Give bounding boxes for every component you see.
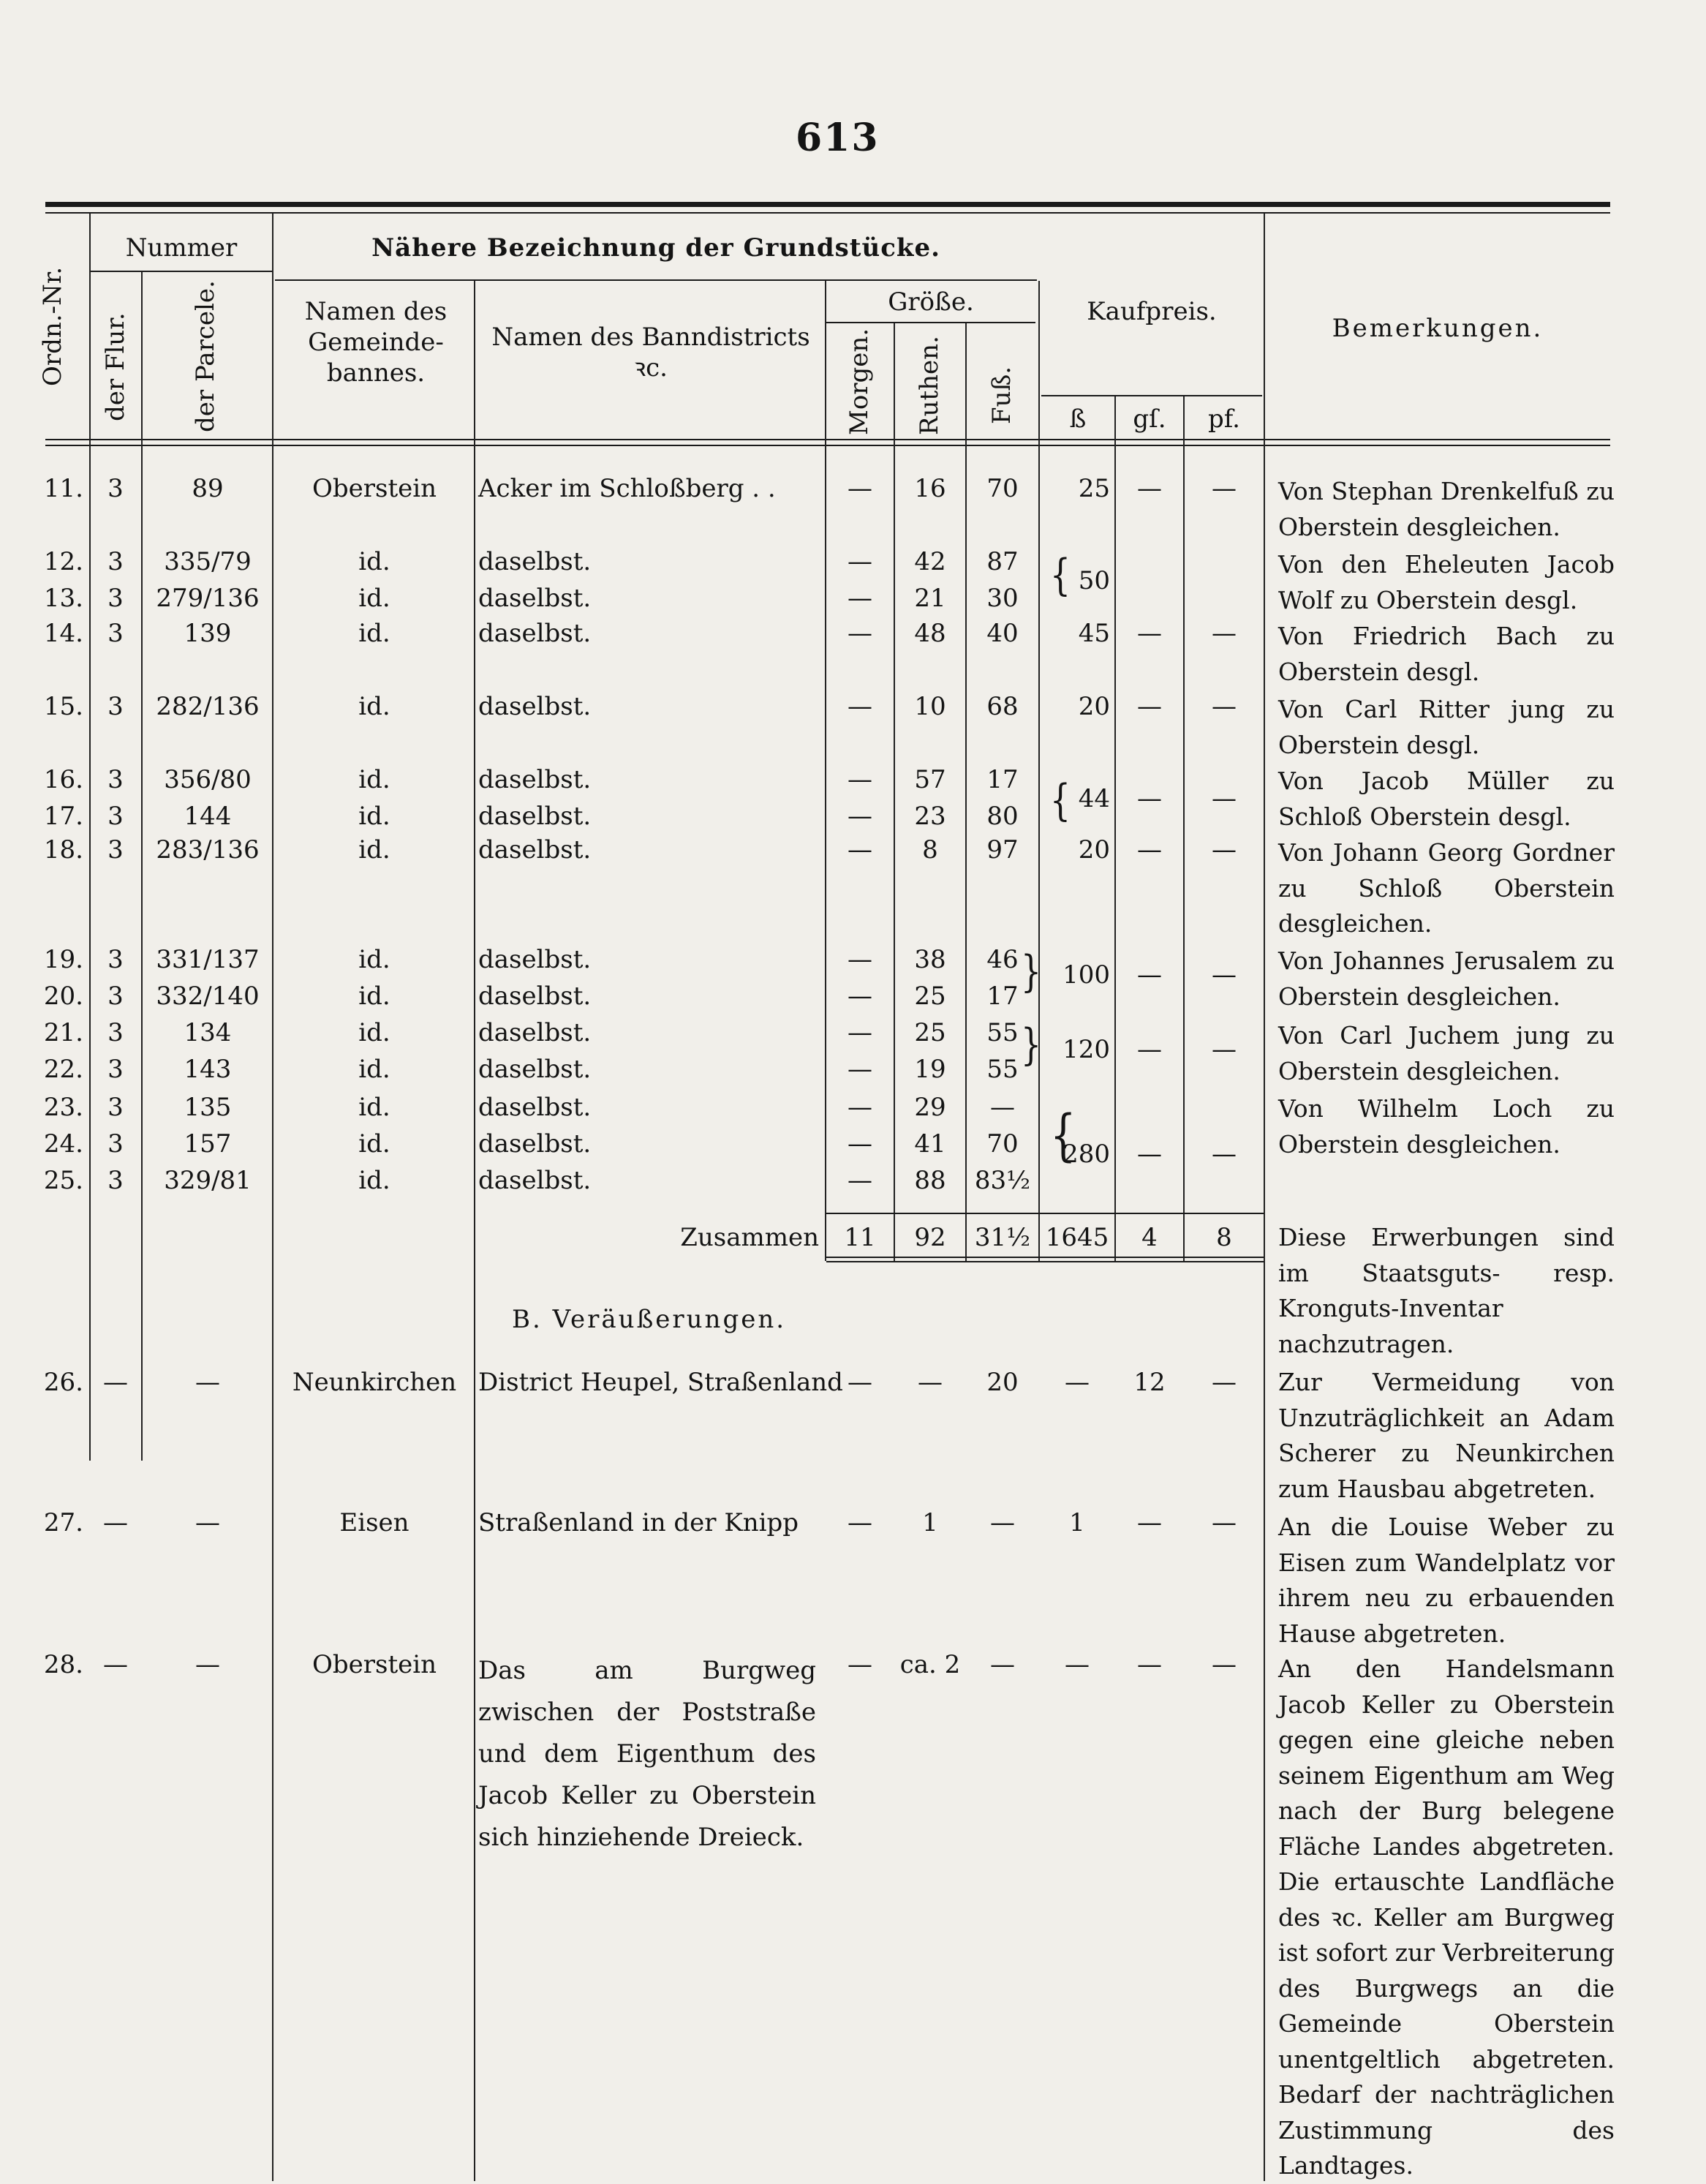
- row-flur: 3: [107, 1129, 124, 1159]
- row-morgen: —: [848, 1055, 872, 1084]
- brace: {: [1050, 775, 1071, 826]
- row-ruthen: 8: [922, 835, 938, 865]
- total-top-rule: [826, 1213, 1264, 1214]
- remark: Von Carl Ritter jung zu Oberstein desgl.: [1278, 695, 1615, 759]
- row-morgen: —: [848, 474, 872, 503]
- header-fuss: Fuß.: [987, 366, 1016, 424]
- total-label: Zusammen: [680, 1223, 819, 1252]
- row-fuss: 17: [986, 765, 1019, 794]
- row-district: daselbst.: [478, 692, 592, 721]
- row-parcele: —: [195, 1508, 220, 1537]
- remark: Von Johannes Jerusalem zu Oberstein desgleichen.: [1278, 946, 1615, 1011]
- row-fuss: 70: [986, 1129, 1019, 1159]
- row-district: daselbst.: [478, 547, 592, 576]
- header-pf: pf.: [1208, 404, 1240, 434]
- row-district: Straßenland in der Knipp: [478, 1508, 799, 1537]
- remark: Von den Eheleuten Jacob Wolf zu Oberstein desgl.: [1278, 550, 1615, 614]
- row-flur: —: [103, 1508, 128, 1537]
- row-bann: id.: [358, 1018, 390, 1047]
- row-flur: 3: [107, 584, 124, 613]
- row-parcele: 157: [184, 1129, 232, 1159]
- row-morgen: —: [848, 1166, 872, 1195]
- row-district: daselbst.: [478, 982, 592, 1011]
- row-fuss: 40: [986, 619, 1019, 648]
- row-fuss: —: [990, 1508, 1015, 1537]
- row-fuss: —: [990, 1650, 1015, 1679]
- row-parcele: —: [195, 1368, 220, 1397]
- row-morgen: —: [848, 1018, 872, 1047]
- header-gemeindebann: Namen des Gemeinde-bannes.: [304, 297, 448, 388]
- col-line: [1183, 396, 1185, 1261]
- row-flur: —: [103, 1368, 128, 1397]
- col-line: [1038, 281, 1040, 1261]
- row-flur: 3: [107, 619, 124, 648]
- row-pf: —: [1212, 692, 1237, 721]
- row-gr: —: [1137, 619, 1162, 648]
- row-parcele: 143: [184, 1055, 232, 1084]
- row-bann: id.: [358, 1055, 390, 1084]
- row-district: daselbst.: [478, 1166, 592, 1195]
- price-gr: —: [1137, 960, 1162, 990]
- row-nr: 19.: [43, 945, 83, 974]
- row-parcele: 331/137: [156, 945, 260, 974]
- header-gr: gſ.: [1133, 404, 1166, 434]
- row-thaler: 20: [1078, 692, 1110, 721]
- row-ruthen: 1: [922, 1508, 938, 1537]
- row-ruthen: 10: [914, 692, 946, 721]
- row-nr: 20.: [43, 982, 83, 1011]
- row-ruthen: 57: [914, 765, 946, 794]
- header-morgen: Morgen.: [845, 328, 874, 435]
- brace: {: [1050, 1104, 1076, 1168]
- row-bann: id.: [358, 1129, 390, 1159]
- row-ruthen: 16: [914, 474, 946, 503]
- row-parcele: 279/136: [156, 584, 260, 613]
- row-morgen: —: [848, 982, 872, 1011]
- row-district: daselbst.: [478, 835, 592, 865]
- row-district: daselbst.: [478, 1093, 592, 1122]
- row-district: Das am Burgweg zwischen der Poststraße und dem Eigenthum des Jacob Keller zu Oberstein sich hinziehende Dreieck.: [478, 1656, 816, 1852]
- row-bann: id.: [358, 802, 390, 831]
- row-morgen: —: [848, 1508, 872, 1537]
- row-thaler: 45: [1078, 619, 1110, 648]
- row-flur: 3: [107, 1055, 124, 1084]
- row-gr: 12: [1133, 1368, 1166, 1397]
- row-thaler: 20: [1078, 835, 1110, 865]
- row-morgen: —: [848, 1129, 872, 1159]
- row-ruthen: 48: [914, 619, 946, 648]
- row-ruthen: 88: [914, 1166, 946, 1195]
- row-flur: 3: [107, 474, 124, 503]
- total-thaler: 1645: [1045, 1223, 1109, 1252]
- col-line: [474, 281, 475, 2181]
- row-pf: —: [1212, 1508, 1237, 1537]
- row-morgen: —: [848, 692, 872, 721]
- row-fuss: —: [990, 1093, 1015, 1122]
- row-bann: id.: [358, 584, 390, 613]
- total-bottom-rule: [826, 1257, 1264, 1258]
- row-nr: 14.: [43, 619, 83, 648]
- price-thaler: 280: [1063, 1140, 1110, 1169]
- row-morgen: —: [848, 835, 872, 865]
- remark: Von Jacob Müller zu Schloß Oberstein desgl.: [1278, 767, 1615, 831]
- row-nr: 23.: [43, 1093, 83, 1122]
- remark: An die Louise Weber zu Eisen zum Wandelplatz vor ihrem neu zu erbauenden Hause abgetreten.: [1278, 1513, 1615, 1648]
- row-flur: 3: [107, 1093, 124, 1122]
- remark: Zur Vermeidung von Unzuträglichkeit an Adam Scherer zu Neunkirchen zum Hausbau abgetreten.: [1278, 1368, 1615, 1503]
- row-flur: 3: [107, 1018, 124, 1047]
- remark: Von Friedrich Bach zu Oberstein desgl.: [1278, 622, 1615, 686]
- top-rule-thin: [45, 212, 1610, 214]
- brace: {: [1050, 550, 1071, 601]
- row-fuss: 30: [986, 584, 1019, 613]
- row-nr: 24.: [43, 1129, 83, 1159]
- row-morgen: —: [848, 945, 872, 974]
- row-fuss: 55: [986, 1018, 1019, 1047]
- col-line: [141, 272, 143, 1461]
- row-nr: 15.: [43, 692, 83, 721]
- price-pf: —: [1212, 1035, 1237, 1064]
- row-district: daselbst.: [478, 1129, 592, 1159]
- row-parcele: 282/136: [156, 692, 260, 721]
- page-number: 613: [796, 116, 880, 160]
- row-gr: —: [1137, 474, 1162, 503]
- remark: Von Stephan Drenkelfuß zu Oberstein desgleichen.: [1278, 477, 1615, 541]
- total-gr: 4: [1141, 1223, 1158, 1252]
- row-bann: id.: [358, 835, 390, 865]
- row-district: Acker im Schloßberg . .: [478, 474, 776, 503]
- total-pf: 8: [1216, 1223, 1232, 1252]
- price-thaler: 120: [1063, 1035, 1110, 1064]
- remark: Von Carl Juchem jung zu Oberstein desgleichen.: [1278, 1021, 1615, 1085]
- row-nr: 22.: [43, 1055, 83, 1084]
- row-thaler: 1: [1069, 1508, 1085, 1537]
- header-bottom-rule-2: [45, 445, 1610, 446]
- row-morgen: —: [848, 1650, 872, 1679]
- row-fuss: 80: [986, 802, 1019, 831]
- row-gr: —: [1137, 835, 1162, 865]
- row-parcele: 139: [184, 619, 232, 648]
- price-pf: —: [1212, 784, 1237, 813]
- header-thaler: ß: [1069, 404, 1087, 434]
- row-fuss: 97: [986, 835, 1019, 865]
- row-flur: 3: [107, 945, 124, 974]
- row-morgen: —: [848, 584, 872, 613]
- row-bann: id.: [358, 1093, 390, 1122]
- row-flur: 3: [107, 835, 124, 865]
- row-fuss: 17: [986, 982, 1019, 1011]
- price-gr: —: [1137, 1140, 1162, 1169]
- row-bann: id.: [358, 692, 390, 721]
- row-morgen: —: [848, 765, 872, 794]
- row-fuss: 46: [986, 945, 1019, 974]
- remark: Diese Erwerbungen sind im Staatsguts- resp. Kronguts-Inventar nachzutragen.: [1278, 1223, 1615, 1358]
- row-bann: Neunkirchen: [292, 1368, 457, 1397]
- price-gr: —: [1137, 1035, 1162, 1064]
- row-nr: 26.: [43, 1368, 83, 1397]
- row-parcele: 135: [184, 1093, 232, 1122]
- row-pf: —: [1212, 619, 1237, 648]
- row-parcele: 356/80: [164, 765, 252, 794]
- section-b-heading: B. Veräußerungen.: [512, 1305, 787, 1334]
- remark: Von Wilhelm Loch zu Oberstein desgleichen.: [1278, 1094, 1615, 1159]
- row-district: daselbst.: [478, 945, 592, 974]
- row-gr: —: [1137, 692, 1162, 721]
- row-flur: 3: [107, 982, 124, 1011]
- price-pf: —: [1212, 1140, 1237, 1169]
- header-ord-nr: Ordn.-Nr.: [38, 266, 67, 386]
- row-gr: —: [1137, 1650, 1162, 1679]
- row-district: daselbst.: [478, 802, 592, 831]
- row-district: District Heupel, Straßenland: [478, 1368, 843, 1397]
- row-nr: 21.: [43, 1018, 83, 1047]
- row-district: daselbst.: [478, 1018, 592, 1047]
- naehere-rule: [275, 279, 1037, 281]
- header-banndistrict: Namen des Banndistricts ꝛc.: [491, 323, 810, 383]
- top-rule: [45, 202, 1610, 207]
- row-parcele: 332/140: [156, 982, 260, 1011]
- row-nr: 18.: [43, 835, 83, 865]
- row-district: daselbst.: [478, 1055, 592, 1084]
- row-nr: 28.: [43, 1650, 83, 1679]
- row-ruthen: 19: [914, 1055, 946, 1084]
- header-ruthen: Ruthen.: [915, 336, 944, 435]
- kaufpreis-rule: [1041, 395, 1262, 396]
- row-parcele: 89: [192, 474, 224, 503]
- row-district: daselbst.: [478, 619, 592, 648]
- row-nr: 11.: [43, 474, 83, 503]
- row-morgen: —: [848, 802, 872, 831]
- row-nr: 13.: [43, 584, 83, 613]
- header-bottom-rule: [45, 439, 1610, 440]
- row-ruthen: ca. 2: [899, 1650, 961, 1679]
- remark: An den Handelsmann Jacob Keller zu Oberstein gegen eine gleiche neben seinem Eigenthum am Weg nach der Burg belegene Fläche Landes abgetreten. Die ertauschte Landfläche des ꝛc. Keller am Burgweg ist sofort zur Verbreiterung des Burgwegs an die Gemeinde Oberstein unentgeltlich abgetreten. Bedarf der nachträglichen Zustimmung des Landtages.: [1278, 1654, 1615, 2180]
- row-bann: id.: [358, 547, 390, 576]
- nummer-rule: [91, 271, 272, 272]
- total-ruthen: 92: [914, 1223, 946, 1252]
- row-ruthen: —: [918, 1368, 943, 1397]
- row-nr: 12.: [43, 547, 83, 576]
- row-fuss: 87: [986, 547, 1019, 576]
- row-ruthen: 41: [914, 1129, 946, 1159]
- row-thaler: —: [1065, 1368, 1090, 1397]
- brace: }: [1021, 1020, 1041, 1071]
- row-fuss: 83½: [974, 1166, 1031, 1195]
- row-bann: id.: [358, 619, 390, 648]
- row-flur: 3: [107, 1166, 124, 1195]
- header-nummer: Nummer: [125, 233, 238, 263]
- row-flur: —: [103, 1650, 128, 1679]
- row-morgen: —: [848, 1368, 872, 1397]
- header-bemerkungen: Bemerkungen.: [1332, 314, 1544, 343]
- header-der-parcele: der Parcele.: [191, 280, 220, 432]
- row-flur: 3: [107, 802, 124, 831]
- row-morgen: —: [848, 1093, 872, 1122]
- row-district: daselbst.: [478, 765, 592, 794]
- row-nr: 17.: [43, 802, 83, 831]
- row-thaler: 25: [1078, 474, 1110, 503]
- groesse-rule: [826, 322, 1035, 323]
- row-district: daselbst.: [478, 584, 592, 613]
- price-thaler: 50: [1078, 566, 1110, 595]
- price-gr: —: [1137, 784, 1162, 813]
- total-fuss: 31½: [974, 1223, 1031, 1252]
- row-ruthen: 38: [914, 945, 946, 974]
- row-ruthen: 21: [914, 584, 946, 613]
- row-ruthen: 29: [914, 1093, 946, 1122]
- row-parcele: 329/81: [164, 1166, 252, 1195]
- row-nr: 27.: [43, 1508, 83, 1537]
- row-parcele: 283/136: [156, 835, 260, 865]
- row-ruthen: 25: [914, 982, 946, 1011]
- row-pf: —: [1212, 1368, 1237, 1397]
- row-ruthen: 25: [914, 1018, 946, 1047]
- row-fuss: 70: [986, 474, 1019, 503]
- header-groesse: Größe.: [888, 287, 974, 317]
- row-bann: id.: [358, 765, 390, 794]
- brace: }: [1021, 946, 1041, 998]
- row-bann: id.: [358, 1166, 390, 1195]
- row-fuss: 20: [986, 1368, 1019, 1397]
- row-bann: Oberstein: [312, 474, 437, 503]
- row-flur: 3: [107, 692, 124, 721]
- row-morgen: —: [848, 619, 872, 648]
- price-thaler: 44: [1078, 784, 1110, 813]
- row-thaler: —: [1065, 1650, 1090, 1679]
- row-flur: 3: [107, 547, 124, 576]
- row-fuss: 68: [986, 692, 1019, 721]
- row-morgen: —: [848, 547, 872, 576]
- price-pf: —: [1212, 960, 1237, 990]
- row-ruthen: 23: [914, 802, 946, 831]
- row-pf: —: [1212, 1650, 1237, 1679]
- row-fuss: 55: [986, 1055, 1019, 1084]
- row-parcele: 134: [184, 1018, 232, 1047]
- header-der-flur: der Flur.: [101, 312, 130, 421]
- row-bann: id.: [358, 945, 390, 974]
- row-pf: —: [1212, 835, 1237, 865]
- header-naehere: Nähere Bezeichnung der Grundstücke.: [371, 233, 940, 263]
- row-pf: —: [1212, 474, 1237, 503]
- remark: Von Johann Georg Gordner zu Schloß Oberstein desgleichen.: [1278, 838, 1615, 938]
- row-parcele: —: [195, 1650, 220, 1679]
- row-parcele: 335/79: [164, 547, 252, 576]
- total-morgen: 11: [844, 1223, 876, 1252]
- col-line: [1264, 214, 1265, 2181]
- total-bottom-rule-2: [826, 1261, 1264, 1262]
- row-bann: Eisen: [339, 1508, 409, 1537]
- col-line: [272, 214, 273, 2181]
- row-flur: 3: [107, 765, 124, 794]
- row-nr: 25.: [43, 1166, 83, 1195]
- row-nr: 16.: [43, 765, 83, 794]
- row-gr: —: [1137, 1508, 1162, 1537]
- price-thaler: 100: [1063, 960, 1110, 990]
- row-bann: Oberstein: [312, 1650, 437, 1679]
- row-parcele: 144: [184, 802, 232, 831]
- row-ruthen: 42: [914, 547, 946, 576]
- header-kaufpreis: Kaufpreis.: [1087, 297, 1217, 326]
- row-bann: id.: [358, 982, 390, 1011]
- col-line: [1114, 396, 1116, 1261]
